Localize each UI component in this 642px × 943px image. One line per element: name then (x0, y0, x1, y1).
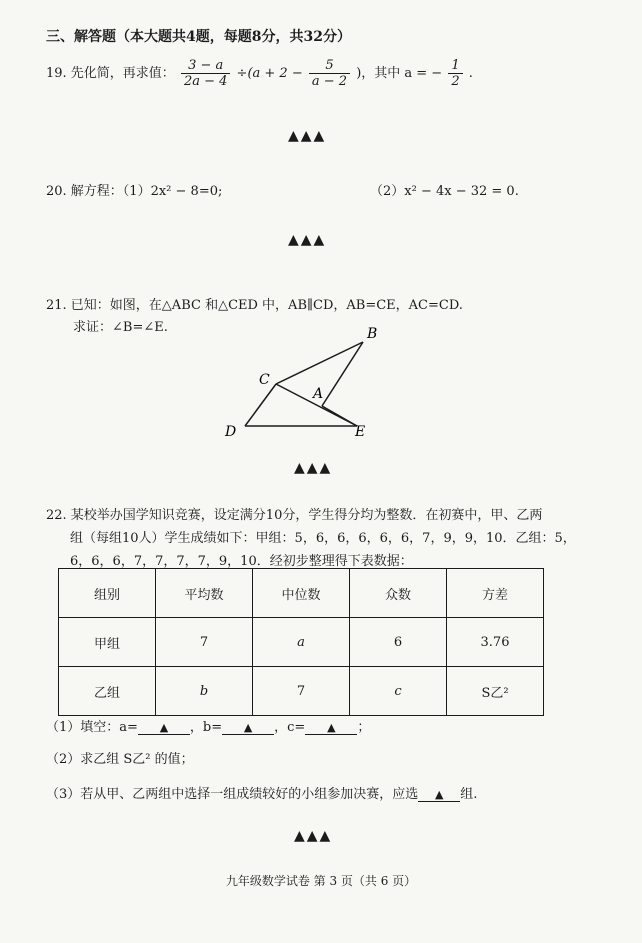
q22-sub1-prefix: （1）填空：a= (46, 720, 138, 735)
q19-frac3-numerator: 1 (448, 58, 462, 74)
answer-blank-a[interactable]: ▲ (138, 721, 190, 735)
q22-line1: 22. 某校举办国学知识竞赛，设定满分10分，学生得分均为整数．在初赛中，甲、乙两 (46, 508, 543, 523)
table-cell: 7 (253, 667, 350, 716)
answer-placeholder-22: ▲▲▲ (294, 828, 333, 844)
q22-sub3-end: 组. (460, 787, 478, 802)
q19-end: . (468, 66, 473, 81)
q22-sub2: （2）求乙组 S乙² 的值； (46, 752, 194, 767)
label-b: B (367, 326, 378, 342)
segment-dc (245, 384, 276, 426)
q22-line2: 组（每组10人）学生成绩如下：甲组：5，6，6，6，6，6，7，9，9，10．乙组：5， (70, 531, 576, 546)
answer-placeholder-21: ▲▲▲ (294, 460, 333, 476)
q22-sub1 (46, 716, 370, 735)
q19-after: )，其中 a = − (356, 66, 443, 81)
q22-sub3-prefix: （3）若从甲、乙两组中选择一组成绩较好的小组参加决赛，应选 (46, 787, 419, 802)
q19-frac3-denominator: 2 (451, 74, 460, 89)
q19-frac2-numerator: 5 (309, 58, 350, 74)
answer-placeholder-20: ▲▲▲ (288, 232, 327, 248)
label-e: E (355, 424, 366, 440)
q19-frac2-denominator: a − 2 (311, 74, 348, 89)
table-cell: 6 (350, 618, 447, 667)
table-cell: 甲组 (59, 618, 156, 667)
page-footer: 九年级数学试卷 第 3 页（共 6 页） (225, 874, 417, 888)
q19-frac1-numerator: 3 − a (181, 58, 230, 74)
section-title: 三、解答题（本大题共4题，每题8分，共32分） (46, 29, 351, 45)
table-cell: 3.76 (447, 618, 544, 667)
table-cell: 乙组 (59, 667, 156, 716)
label-c: C (259, 372, 270, 388)
question-19 (46, 58, 473, 89)
q21-line2: 求证：∠B=∠E. (73, 320, 168, 335)
table-header: 众数 (350, 569, 447, 618)
label-a: A (313, 386, 324, 402)
table-cell: b (156, 667, 253, 716)
q19-prefix: 19. 先化简，再求值： (46, 66, 175, 81)
q19-fraction-3 (448, 58, 462, 89)
table-cell: 7 (156, 618, 253, 667)
q22-sub1-c: ，c= (274, 720, 306, 735)
label-d: D (225, 424, 237, 440)
table-cell: c (350, 667, 447, 716)
q22-sub1-end: ； (357, 720, 371, 735)
q20-part2: （2）x² − 4x − 32 = 0. (370, 184, 519, 199)
q22-sub1-b: ，b= (189, 720, 223, 735)
answer-placeholder-19: ▲▲▲ (288, 128, 327, 144)
table-header: 方差 (447, 569, 544, 618)
table-header: 平均数 (156, 569, 253, 618)
q22-line3: 6，6，6，7，7，7，7，9，10．经初步整理得下表数据： (70, 554, 413, 569)
table-cell: a (253, 618, 350, 667)
q19-mid: ÷(a + 2 − (236, 66, 303, 81)
q19-fraction-1 (181, 58, 230, 89)
q21-line1: 21. 已知：如图，在△ABC 和△CED 中，AB∥CD，AB=CE，AC=CD. (46, 298, 463, 313)
answer-blank-group[interactable]: ▲ (418, 788, 460, 802)
q19-frac1-denominator: 2a − 4 (183, 74, 228, 89)
score-table (58, 568, 544, 716)
answer-blank-b[interactable]: ▲ (222, 721, 274, 735)
q21-triangle-figure (215, 318, 390, 443)
q19-fraction-2 (309, 58, 350, 89)
q20-part1: 20. 解方程：（1）2x² − 8=0; (46, 184, 223, 199)
answer-blank-c[interactable]: ▲ (305, 721, 357, 735)
table-header: 组别 (59, 569, 156, 618)
q22-sub3 (46, 783, 477, 802)
table-row (59, 618, 544, 667)
table-header: 中位数 (253, 569, 350, 618)
table-row (59, 667, 544, 716)
table-cell: S乙² (447, 667, 544, 716)
table-header-row (59, 569, 544, 618)
